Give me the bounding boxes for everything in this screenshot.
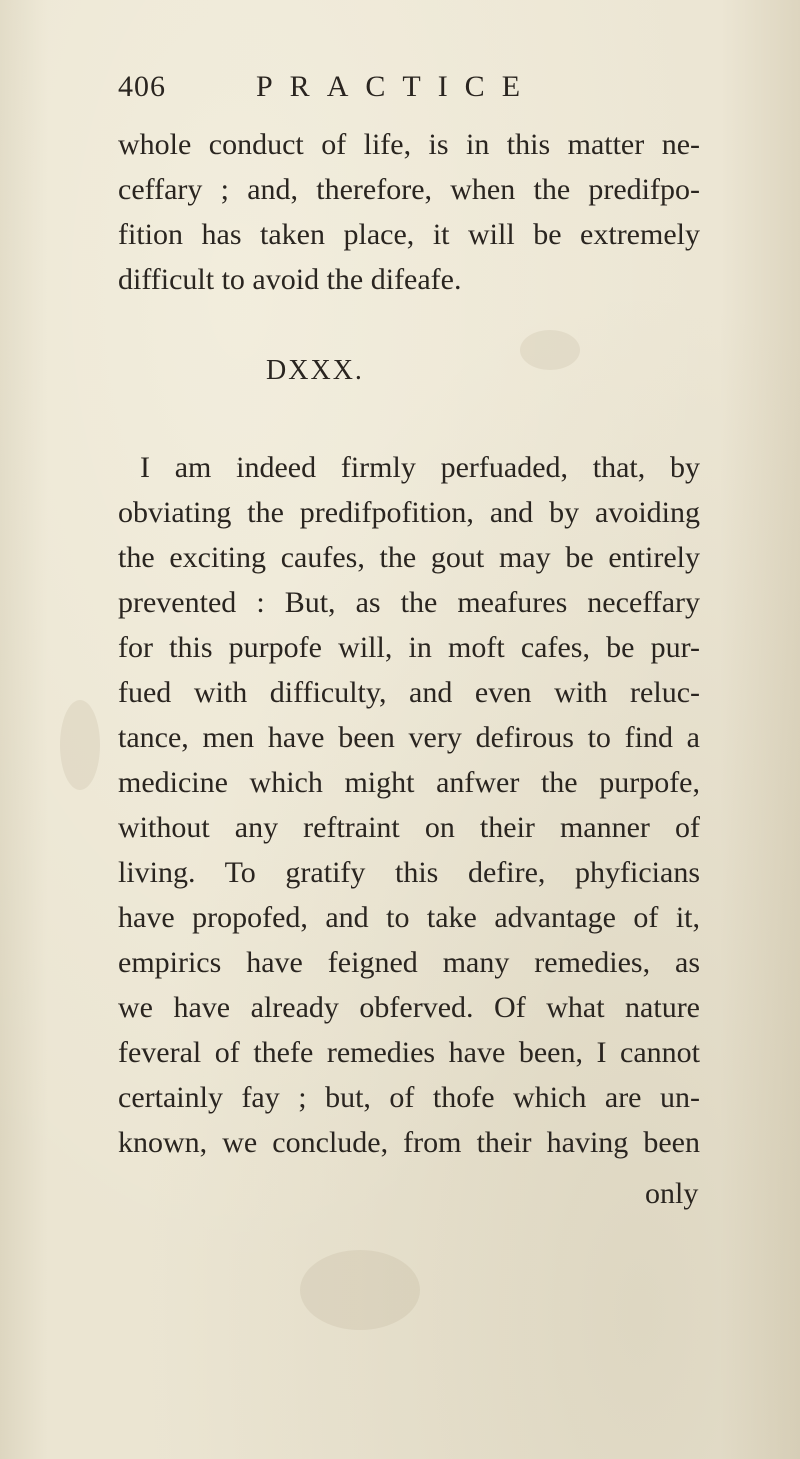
paper-stain	[520, 330, 580, 370]
text-line: tance, men have been very defirous to find a	[118, 721, 700, 754]
text-line: certainly fay ; but, of thofe which are un-	[118, 1081, 700, 1114]
running-head: PRACTICE	[256, 70, 538, 103]
text-line: the exciting caufes, the gout may be entirely	[118, 541, 700, 574]
text-line: have propofed, and to take advantage of it,	[118, 901, 700, 934]
text-line: obviating the predifpofition, and by avoiding	[118, 496, 700, 529]
section-heading: DXXX.	[266, 355, 364, 386]
paragraph-2	[118, 445, 700, 1165]
paper-stain	[60, 700, 100, 790]
text-line: without any reftraint on their manner of	[118, 811, 700, 844]
text-line: difficult to avoid the difeafe.	[118, 263, 462, 296]
page-number: 406	[118, 70, 166, 103]
text-line: medicine which might anfwer the purpofe,	[118, 766, 700, 799]
text-line: fition has taken place, it will be extremely	[118, 218, 700, 251]
text-line: whole conduct of life, is in this matter ne-	[118, 128, 700, 161]
text-line: prevented : But, as the meafures neceffary	[118, 586, 700, 619]
paper-stain	[300, 1250, 420, 1330]
text-line: empirics have feigned many remedies, as	[118, 946, 700, 979]
text-line: for this purpofe will, in moft cafes, be pur-	[118, 631, 700, 664]
page-header	[118, 70, 678, 120]
text-line: fued with difficulty, and even with reluc-	[118, 676, 700, 709]
paragraph-1	[118, 122, 700, 302]
text-line: we have already obferved. Of what nature	[118, 991, 700, 1024]
text-line: feveral of thefe remedies have been, I cannot	[118, 1036, 700, 1069]
text-line: living. To gratify this defire, phyficians	[118, 856, 700, 889]
text-line: known, we conclude, from their having been	[118, 1126, 700, 1159]
text-line: I am indeed firmly perfuaded, that, by	[140, 451, 700, 484]
text-line: ceffary ; and, therefore, when the predifpo-	[118, 173, 700, 206]
catchword: only	[645, 1177, 699, 1210]
